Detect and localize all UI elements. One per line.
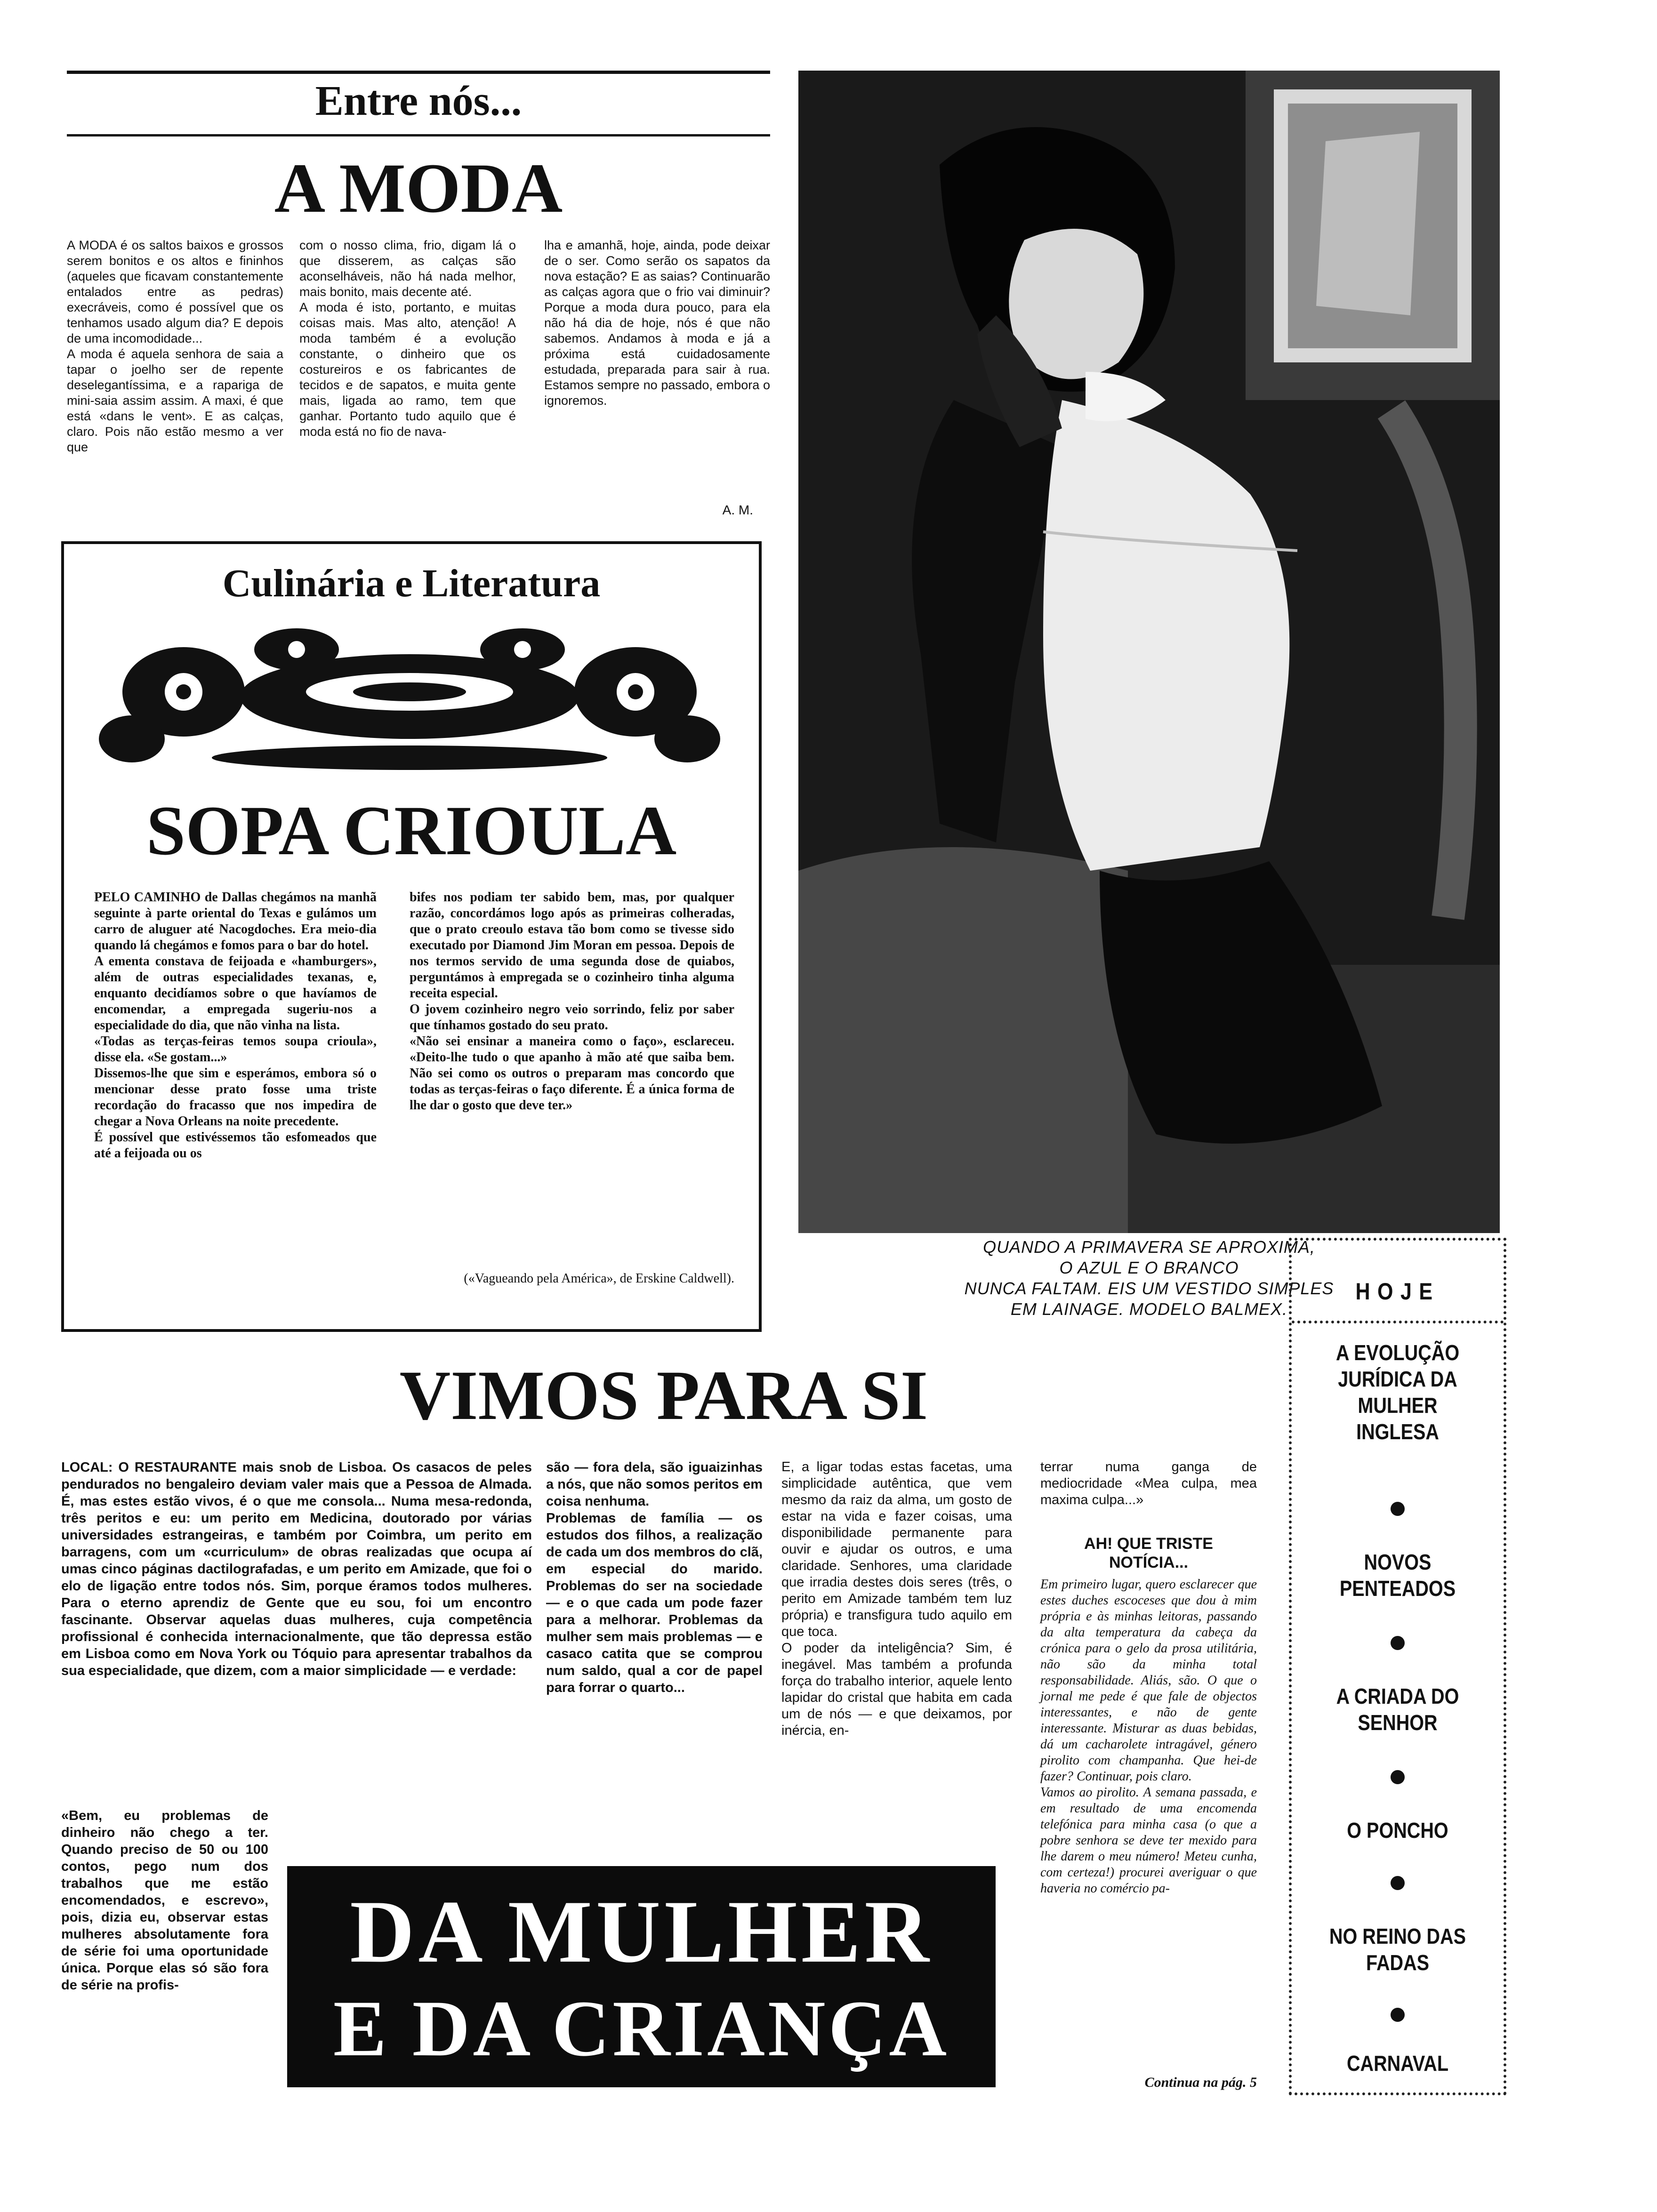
- hoje-item-1: A EVOLUÇÃO JURÍDICA DA MULHER INGLESA: [1335, 1340, 1460, 1444]
- continued-note: Continua na pág. 5: [1144, 2075, 1257, 2090]
- kicker-rule: [67, 134, 770, 136]
- vimos-column-1: LOCAL: O RESTAURANTE mais snob de Lisboa. Os casacos de peles pendurados no bengaleiro deviam valer mais que a Pessoa de Almada. É, mas estes estão vivos, é o que me consola... Numa mesa-redonda, três peritos e eu: um perito em Medicina, doutorado por várias universidades estrangeiras, e também por Coimbra, um perito em barragens, com um «curriculum» de obras realizadas que ocupa aí umas cinco páginas dactilografadas, e um perito em Amizade, que foi o elo de ligação entre todos nós. Sim, porque éramos todos mulheres. Para o eterno aprendiz de Gente que eu sou, foi um encontro fascinante. Observar aquelas duas mulheres, cuja competência profissional é conhecida internacionalmente, que tão depressa estão em Lisboa como em Nova York ou Tóquio para apresentar trabalhos da sua especialidade, que dizem, com a maior simplicidade — e verdade:: [61, 1460, 532, 1678]
- hoje-bullet-3: [1391, 1770, 1405, 1784]
- hoje-title-rule: [1292, 1321, 1504, 1323]
- vimos-headline: VIMOS PARA SI: [399, 1356, 928, 1435]
- hoje-item-3: A CRIADA DO SENHOR: [1336, 1684, 1459, 1735]
- hoje-bullet-5: [1391, 2008, 1405, 2022]
- vimos-subhead: AH! QUE TRISTE NOTÍCIA...: [1084, 1535, 1213, 1571]
- vimos-column-2: são — fora dela, são iguaizinhas a nós, que não somos peritos em coisa nenhuma. Problemas de família — os estudos dos filhos, a realização de cada um dos membros do clã, em especial do marido. Problemas do ser na sociedade — e o que cada um pode fazer para a melhorar. Problemas da mulher sem mais problemas — e casaco catita que se comprou num saldo, qual a cor de papel para forrar o quarto...: [546, 1460, 763, 1695]
- hoje-bullet-4: [1391, 1876, 1405, 1890]
- a-moda-column-2: com o nosso clima, frio, digam lá o que disserem, as calças são aconselháveis, não há nada melhor, mais bonito, mais decente até. A moda é isto, portanto, e muitas coisas mais. Mas alto, atenção! A moda também é a evolução constante, o dinheiro que os costureiros e os fabricantes de tecidos e de sapatos, e muita gente mais, ligada ao ramo, tem que ganhar. Portanto tudo aquilo que é moda está no fio de nava-: [299, 238, 516, 439]
- culinaria-column-2: bifes nos podiam ter sabido bem, mas, por qualquer razão, concordámos logo após as primeiras colheradas, que o prato creoulo estava tão bom como se tivesse sido executado por Diamond Jim Moran em pessoa. Depois de nos termos servido de uma segunda dose de quiabos, perguntámos à empregada se o cozinheiro tinha alguma receita especial. O jovem cozinheiro negro veio sorrindo, feliz por saber que tínhamos gostado do seu prato. «Não sei ensinar a maneira como o faço», esclareceu. «Deito-lhe tudo o que apanho à mão até que saiba bem. Não sei como os outros o preparam mas concordo que todas as terças-feiras o faço diferente. É a única forma de lhe dar o gosto que deve ter.»: [410, 890, 734, 1113]
- caption-line-3: NUNCA FALTAM. EIS UM VESTIDO SIMPLES: [964, 1279, 1334, 1298]
- a-moda-headline: A MODA: [274, 149, 563, 227]
- caption-line-1: QUANDO A PRIMAVERA SE APROXIMA,: [983, 1237, 1315, 1257]
- vimos-column-4a: terrar numa ganga de mediocridade «Mea culpa, mea maxima culpa...»: [1040, 1459, 1257, 1507]
- caption-line-2: O AZUL E O BRANCO: [1059, 1258, 1239, 1277]
- culinaria-source: («Vagueando pela América», de Erskine Caldwell).: [464, 1271, 734, 1286]
- culinaria-column-1: PELO CAMINHO de Dallas chegámos na manhã seguinte à parte oriental do Texas e gulámos um carro de aluguer até Nacogdoches. Era meio-dia quando lá chegámos e fomos para o bar do hotel. A ementa constava de feijoada e «hamburgers», além de outras especialidades texanas, e, enquanto decidíamos sobre o que havíamos de encomendar, a empregada sugeriu-nos a especialidade do dia, que não vinha na lista. «Todas as terças-feiras temos soupa crioula», disse ela. «Se gostam...» Dissemos-lhe que sim e esperámos, embora só o mencionar desse prato fosse uma triste recordação do fracasso que nos impedira de chegar a Nova Orleans na noite precedente. É possível que estivéssemos tão esfomeados que até a feijoada ou os: [94, 890, 377, 1161]
- a-moda-column-3: lha e amanhã, hoje, ainda, pode deixar de o ser. Como serão os sapatos da nova estação? E as saias? Continuarão as calças agora que o frio vai diminuir? Porque a moda dura pouco, para ela não há dia de hoje, nós é que não sabemos. Andamos à moda e já a próxima está cuidadosamente estudada, preparada para sair à rua. Estamos sempre no passado, embora o ignoremos.: [544, 238, 770, 408]
- hoje-item-4: O PONCHO: [1347, 1818, 1448, 1843]
- hoje-bullet-1: [1391, 1502, 1405, 1516]
- vimos-column-1-continued: «Bem, eu problemas de dinheiro não chego a ter. Quando preciso de 50 ou 100 contos, pego num dos trabalhos que me estão encomendados, e escrevo», pois, dizia eu, observar estas mulheres absolutamente fora de série foi uma oportunidade única. Porque elas só são fora de série na profis-: [61, 1808, 268, 1993]
- hoje-sidebar: [1289, 1238, 1506, 2095]
- hoje-title: HOJE: [1355, 1278, 1440, 1305]
- entre-nos-kicker: Entre nós...: [315, 78, 522, 124]
- sopa-crioula-headline: SOPA CRIOULA: [146, 792, 677, 870]
- top-rule: [67, 71, 770, 74]
- hoje-item-6: CARNAVAL: [1346, 2051, 1449, 2076]
- vimos-column-4b: Em primeiro lugar, quero esclarecer que estes duches escoceses que dou à mim própria e às minhas leitoras, passando da alta temperatura da cabeça da crónica para o gelo da prosa utilitária, não são da minha total responsabilidade. Aliás, são. O que o jornal me pede é que fale de objectos interessantes, e não de gente interessante. Misturar as duas bebidas, dá um cacharolete intragável, género pirolito com champanha. Que hei-de fazer? Continuar, pois claro. Vamos ao pirolito. A semana passada, e em resultado de uma encomenda telefónica para minha casa (o que a pobre senhora se deve ter mexido para lhe darem o meu número! Meteu cunha, com certeza!) procurei averiguar o que haveria no comércio pa-: [1040, 1577, 1257, 1896]
- hoje-item-2: NOVOS PENTEADOS: [1339, 1550, 1456, 1601]
- culinaria-kicker: Culinária e Literatura: [222, 561, 601, 605]
- a-moda-signature: A. M.: [722, 503, 753, 517]
- masthead-line-1: DA MULHER: [350, 1883, 933, 1981]
- vimos-column-3: E, a ligar todas estas facetas, uma simplicidade autêntica, que vem mesmo da raiz da alma, um gosto de estar na vida e fazer coisas, uma disponibilidade permanente para ouvir e ajudar os outros, e uma claridade. Senhores, uma claridade que irradia destes dois seres (três, o perito em Amizade também tem luz própria) e transfigura tudo aquilo em que toca. O poder da inteligência? Sim, é inegável. Mas também a profunda força do trabalho interior, aquele lento lapidar do cristal que habita em cada um de nós — e que deixamos, por inércia, en-: [781, 1459, 1012, 1738]
- food-illustration: [89, 621, 730, 772]
- a-moda-column-1: A MODA é os saltos baixos e grossos serem bonitos e os altos e fininhos (aqueles que ficavam constantemente entalados entre as pedras) execráveis, como é possível que os tenhamos usado algum dia? E depois de uma incomodidade... A moda é aquela senhora de saia a tapar o joelho ser de repente deselegantíssima, e a rapariga de mini-saia assim assim. A maxi, é que está «dans le vent». E as calças, claro. Pois não estão mesmo a ver que: [67, 238, 283, 454]
- fashion-photo: [798, 71, 1500, 1233]
- hoje-bullet-2: [1391, 1636, 1405, 1650]
- masthead-block: [287, 1866, 996, 2087]
- caption-line-4: EM LAINAGE. MODELO BALMEX.: [1010, 1299, 1288, 1319]
- hoje-item-5: NO REINO DAS FADAS: [1329, 1924, 1466, 1975]
- masthead-line-2: E DA CRIANÇA: [333, 1984, 950, 2073]
- woman-on-phone-illustration: [798, 71, 1500, 1233]
